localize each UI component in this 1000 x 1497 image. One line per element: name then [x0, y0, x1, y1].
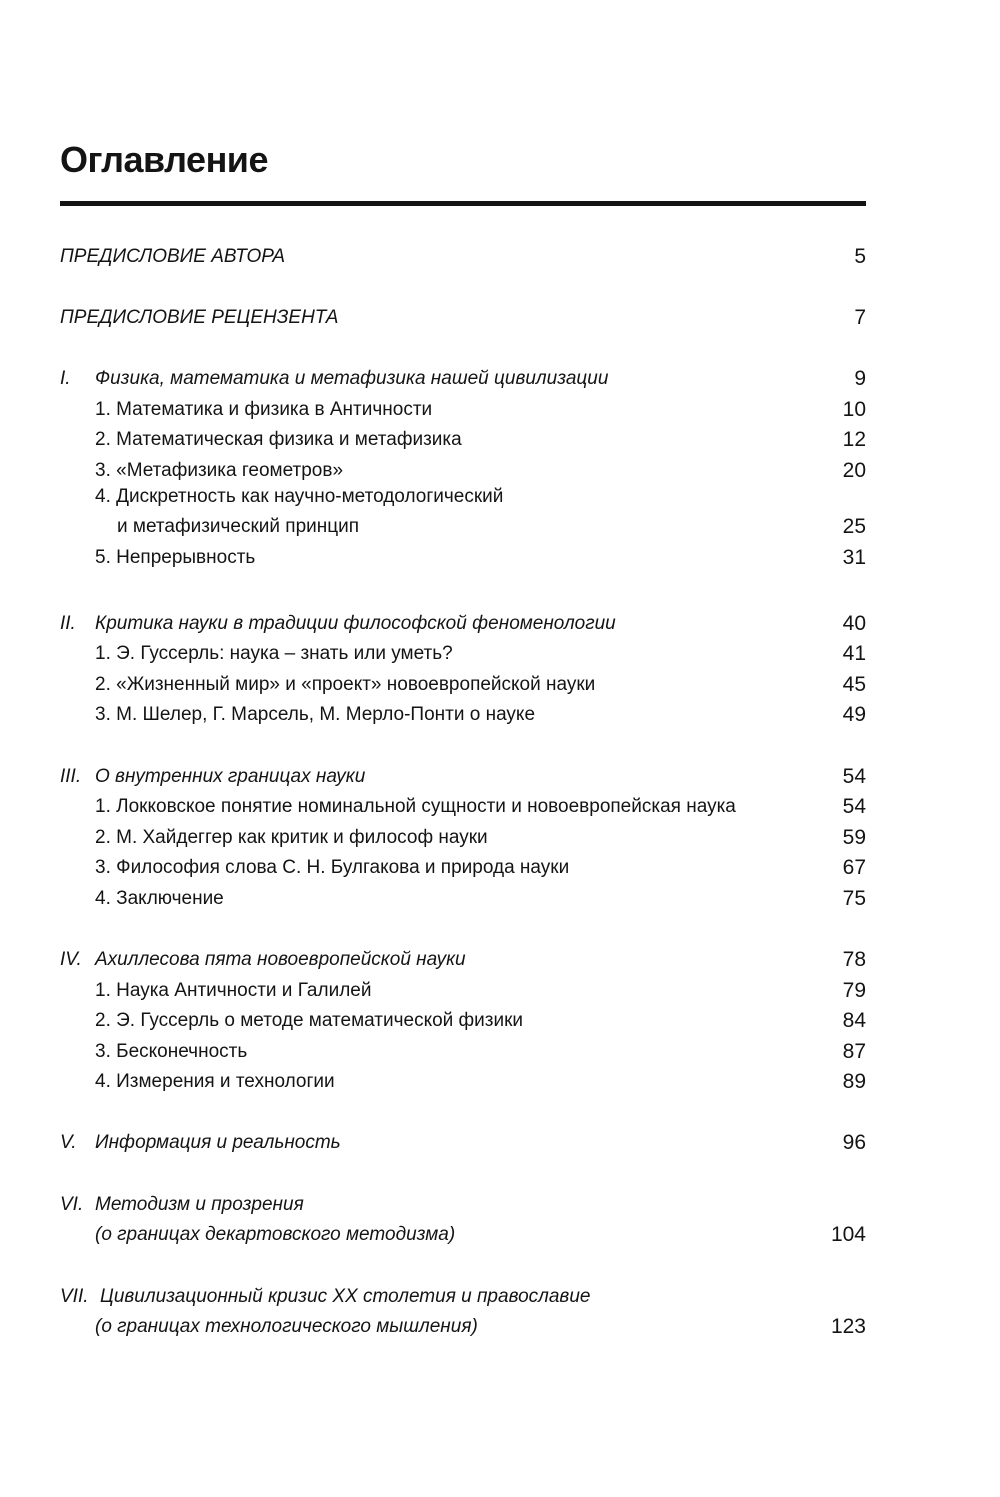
chapter-number: V. [60, 1132, 77, 1153]
page-number: 54 [842, 795, 866, 818]
toc-section[interactable] [60, 639, 866, 669]
page-number: 9 [854, 367, 866, 390]
chapter-title: О внутренних границах науки [95, 766, 366, 787]
chapter-number: IV. [60, 949, 82, 970]
page-title: Оглавление [60, 139, 268, 180]
toc-section[interactable] [60, 792, 866, 822]
section-title: 2. М. Хайдеггер как критик и философ науки [95, 827, 488, 848]
section-title: 2. «Жизненный мир» и «проект» новоевропейской науки [95, 674, 596, 695]
section-title: 3. Бесконечность [95, 1041, 248, 1062]
page-number: 96 [842, 1131, 866, 1154]
chapter-number: II. [60, 613, 76, 634]
toc-section[interactable] [60, 853, 866, 883]
toc-section[interactable] [60, 543, 866, 573]
section-title: 2. Э. Гуссерль о методе математической физики [95, 1010, 524, 1031]
toc-section[interactable] [60, 1067, 866, 1097]
toc-section[interactable] [60, 482, 866, 512]
toc-chapter-1[interactable] [60, 364, 866, 394]
page-number: 67 [842, 856, 866, 879]
toc-chapter-6-continuation[interactable] [60, 1220, 866, 1250]
title-rule [60, 201, 866, 206]
section-title: 4. Измерения и технологии [95, 1071, 335, 1092]
chapter-title: Физика, математика и метафизика нашей цивилизации [95, 368, 609, 389]
page-number: 84 [842, 1009, 866, 1032]
chapter-title: Ахиллесова пята новоевропейской науки [95, 949, 466, 970]
chapter-title: Цивилизационный кризис XX столетия и православие [100, 1286, 591, 1307]
page-number: 78 [842, 948, 866, 971]
page-number: 10 [842, 398, 866, 421]
section-title: 2. Математическая физика и метафизика [95, 429, 462, 450]
page-number: 5 [854, 245, 866, 268]
section-title: 1. Э. Гуссерль: наука – знать или уметь? [95, 643, 453, 664]
chapter-number: VII. [60, 1286, 89, 1307]
page-number: 49 [842, 703, 866, 726]
page-number: 40 [842, 612, 866, 635]
toc-section[interactable] [60, 1037, 866, 1067]
page-number: 59 [842, 826, 866, 849]
chapter-title-continuation: (о границах технологического мышления) [95, 1316, 478, 1337]
page-number: 89 [842, 1070, 866, 1093]
page-number: 54 [842, 765, 866, 788]
toc-chapter-2[interactable] [60, 609, 866, 639]
section-title: 1. Наука Античности и Галилей [95, 980, 372, 1001]
toc-section[interactable] [60, 884, 866, 914]
toc-section[interactable] [60, 425, 866, 455]
page-number: 104 [830, 1223, 866, 1246]
toc-entry-reviewer-preface[interactable] [60, 303, 866, 333]
section-title: 1. Математика и физика в Античности [95, 399, 433, 420]
page-number: 123 [830, 1315, 866, 1338]
page-number: 7 [854, 306, 866, 329]
toc-chapter-4[interactable] [60, 945, 866, 975]
toc-entry-author-preface[interactable] [60, 242, 866, 272]
toc-chapter-7-continuation[interactable] [60, 1312, 866, 1342]
page-number: 31 [842, 546, 866, 569]
toc-chapter-5[interactable] [60, 1128, 866, 1158]
chapter-title-continuation: (о границах декартовского методизма) [95, 1224, 456, 1245]
page-number: 12 [842, 428, 866, 451]
section-title: 1. Локковское понятие номинальной сущности и новоевропейская наука [95, 796, 736, 817]
section-title: 5. Непрерывность [95, 547, 256, 568]
toc-chapter-7[interactable] [60, 1282, 866, 1312]
toc-section[interactable] [60, 976, 866, 1006]
section-title: 3. Философия слова С. Н. Булгакова и природа науки [95, 857, 570, 878]
chapter-title: Информация и реальность [95, 1132, 341, 1153]
section-title: 4. Дискретность как научно-методологический [95, 486, 504, 507]
toc-chapter-3[interactable] [60, 762, 866, 792]
page-number: 20 [842, 459, 866, 482]
section-title: 3. «Метафизика геометров» [95, 460, 344, 481]
page-number: 45 [842, 673, 866, 696]
toc-section[interactable] [60, 395, 866, 425]
toc-section[interactable] [60, 670, 866, 700]
page-number: 25 [842, 515, 866, 538]
toc-section[interactable] [60, 823, 866, 853]
page-number: 75 [842, 887, 866, 910]
page-number: 87 [842, 1040, 866, 1063]
section-title-continuation: и метафизический принцип [117, 516, 360, 537]
toc-section[interactable] [60, 700, 866, 730]
toc-section[interactable] [60, 1006, 866, 1036]
page-number: 79 [842, 979, 866, 1002]
toc-chapter-6[interactable] [60, 1190, 866, 1220]
section-title: 4. Заключение [95, 888, 224, 909]
page-number: 41 [842, 642, 866, 665]
entry-title: ПРЕДИСЛОВИЕ РЕЦЕНЗЕНТА [60, 307, 339, 328]
chapter-number: III. [60, 766, 82, 787]
chapter-number: I. [60, 368, 71, 389]
chapter-number: VI. [60, 1194, 84, 1215]
toc-section-continuation[interactable] [60, 512, 866, 542]
chapter-title: Методизм и прозрения [95, 1194, 304, 1215]
section-title: 3. М. Шелер, Г. Марсель, М. Мерло-Понти о науке [95, 704, 536, 725]
chapter-title: Критика науки в традиции философской феноменологии [95, 613, 616, 634]
entry-title: ПРЕДИСЛОВИЕ АВТОРА [60, 246, 286, 267]
